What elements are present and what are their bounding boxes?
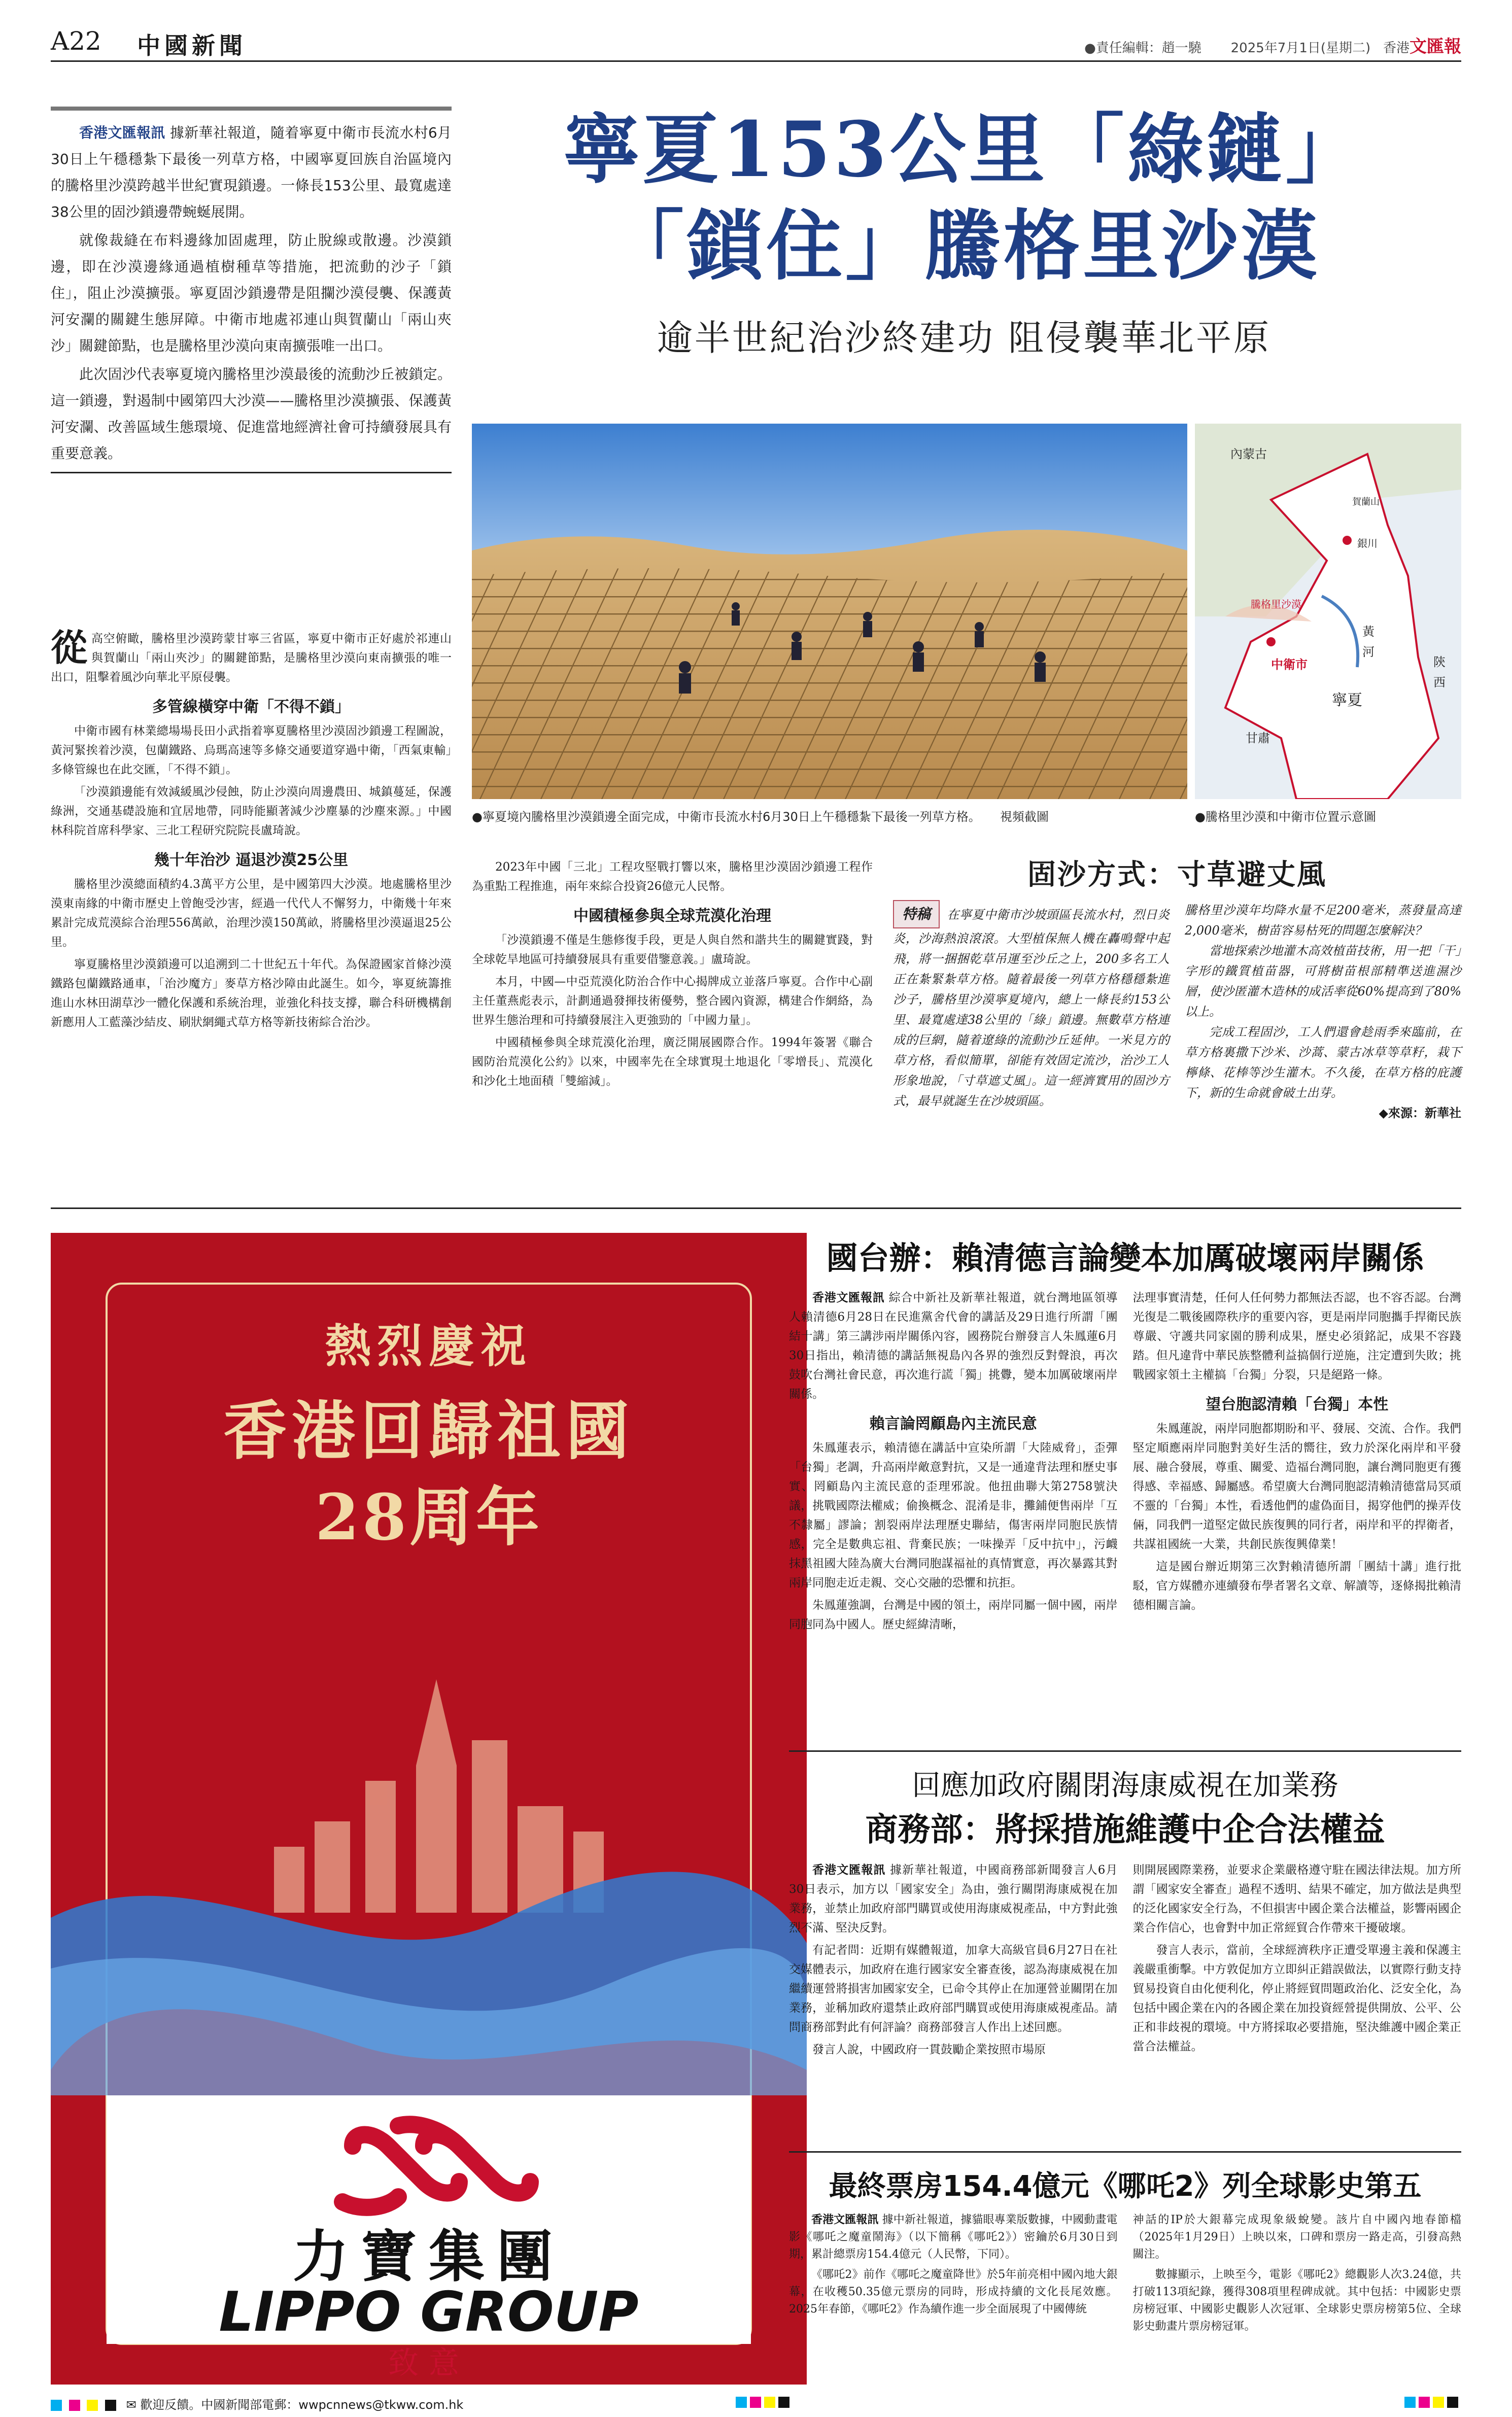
- map-label-zhongwei: 中衛市: [1271, 658, 1308, 672]
- story-paragraph: 發言人表示，當前，全球經濟秩序正遭受單邊主義和保護主義嚴重衝擊。中方敦促加方立即糾正錯誤做法，以實際行動支持貿易投資自由化便利化，停止將經貿問題政治化、泛安全化，為包括中國企業在內的各國企業在加投資經營提供開放、公平、公正和非歧視的環境。中方將採取必要措施，堅決維護中國企業正當合法權益。: [1132, 1944, 1461, 2053]
- map-label-ningxia: 寧夏: [1332, 692, 1362, 709]
- ad-tagline: 致意: [388, 2345, 469, 2381]
- lede-paragraph: 此次固沙代表寧夏境內騰格里沙漠最後的流動沙丘被鎖定。這一鎖邊，對遏制中國第四大沙漠——騰格里沙漠擴張、保護黃河安瀾、改善區域生態環境、促進當地經濟社會可持續發展具有重要意義。: [51, 366, 452, 462]
- ad-line-3: 28周年: [315, 1480, 542, 1555]
- subheading: 幾十年治沙 逼退沙漠25公里: [154, 851, 349, 869]
- map-label-tengger: 騰格里沙漠: [1251, 598, 1301, 610]
- lede-text: 據新華社報道，隨着寧夏中衛市長流水村6月30日上午穩穩紮下最後一列草方格，中國寧夏回族自治區境內的騰格里沙漠跨越半世紀實現鎖邊。一條長153公里、最寬處達38公里的固沙鎖邊帶蜿蜒展開。: [51, 124, 452, 220]
- headline-line-2: 「鎖住」騰格里沙漠: [607, 201, 1320, 291]
- story-title: 國台辦：賴清德言論變本加厲破壞兩岸關係: [826, 1239, 1424, 1276]
- story-mofcom: [789, 1763, 1461, 2062]
- lede-box: [51, 107, 452, 473]
- location-map: [1195, 424, 1461, 799]
- feature-text: 在寧夏中衛市沙坡頭區長流水村，烈日炎炎，沙海熱浪滾滾。大型植保無人機在轟鳴聲中起飛，將一捆捆乾草吊運至沙丘之上，200多名工人正在紮緊紮草方格。隨着最後一列草方格穩穩紮進沙子，騰格里沙漠寧夏境內，總上一條長約153公里、最寬處達38公里的「綠」鎖邊。無數草方格連成的巨網，隨着遼綠的流動沙丘延伸。一米見方的草方格，看似簡單，卻能有效固定流沙，治沙工人形象地說，「寸草遮丈風」。這一經濟實用的固沙方式，最早就誕生在沙坡頭區。: [893, 908, 1170, 1108]
- section-divider: [51, 1207, 1461, 1209]
- story-paragraph: 騰格里沙漠總面積約4.3萬平方公里，是中國第四大沙漠。地處騰格里沙漠東南緣的中衛市歷史上曾飽受沙害，經過一代代人不懈努力，中衛幾十年來累計完成荒漠綜合治理556萬畝，治理沙漠150萬畝，將騰格里沙漠逼退25公里。: [51, 878, 452, 949]
- story-kicker: 回應加政府關閉海康威視在加業務: [912, 1769, 1338, 1802]
- story-paragraph: 「沙漠鎖邊能有效減緩風沙侵蝕，防止沙漠向周邊農田、城鎮蔓延，保護綠洲，交通基礎設施和宜居地帶，同時能顯著減少沙塵暴的沙塵來源。」中國林科院首席科學家、三北工程研究院院長盧琦說。: [51, 785, 452, 837]
- divider: [789, 2151, 1461, 2153]
- feature-tag: 特稿: [893, 900, 940, 928]
- main-headline: [487, 101, 1441, 361]
- subheading: 中國積極參與全球荒漠化治理: [573, 907, 771, 925]
- story-column-1: [51, 626, 452, 1035]
- map-label-yinchuan: 銀川: [1357, 537, 1378, 549]
- story-paragraph: 2023年中國「三北」工程攻堅戰打響以來，騰格里沙漠固沙鎖邊工程作為重點工程推進，兩年來綜合投資26億元人民幣。: [472, 860, 873, 893]
- story-paragraph: [51, 626, 452, 687]
- footer-swatches-right: [1404, 2395, 1461, 2409]
- newspaper-brand: 文匯報: [1410, 37, 1461, 57]
- drop-cap: 從: [51, 626, 88, 669]
- feature-paragraph: 當地探索沙地灌木高效植苗技術，用一把「干」字形的鐵質植苗器，可將樹苗根部精準送進濕沙層，使沙匿灌木造林的成活率從60%提高到了80%以上。: [1185, 944, 1461, 1019]
- issue-date: 2025年7月1日(星期二): [1230, 41, 1371, 56]
- ad-line-2: 香港回歸祖國: [223, 1394, 634, 1468]
- story-paragraph: 法理事實清楚，任何人任何勢力都無法否認，也不容否認。台灣光復是二戰後國際秩序的重要內容，更是兩岸同胞攜手捍衛民族尊嚴、守護共同家園的勝利成果，歷史必須銘記，成果不容踐踏。但凡違背中華民族整體利益搞個行逆施，注定遭到失敗；挑戰國家領土主權搞「台獨」分裂，只是絕路一條。: [1132, 1291, 1461, 1382]
- story-paragraph: 數據顯示，上映至今，電影《哪吒2》總觀影人次3.24億，共打破113項紀錄，獲得308項里程碑成就。其中包括：中國影史票房榜冠軍、中國影史觀影人次冠軍、全球影史票房榜第5位、全球影史動畫片票房榜冠軍。: [1132, 2268, 1461, 2333]
- story-column-2: [472, 857, 873, 1094]
- ad-company-cn: 力寶集團: [293, 2224, 565, 2289]
- story-paragraph: 「沙漠鎖邊不僅是生態修復手段，更是人與自然和諧共生的關鍵實踐，對全球乾旱地區可持續發展具有重要借鑒意義。」盧琦說。: [472, 934, 873, 966]
- editor-line: [1084, 32, 1461, 57]
- map-label-huang: 黃: [1362, 625, 1374, 639]
- map-graphic: [1195, 424, 1461, 799]
- photo-credit: 視頻截圖: [1000, 810, 1049, 824]
- map-label-nei-menggu: 內蒙古: [1230, 447, 1267, 461]
- story-paragraph: 則開展國際業務，並要求企業嚴格遵守駐在國法律法規。加方所謂「國家安全審查」過程不透明、結果不確定，加方做法是典型的泛化國家安全行為，不但損害中國企業合法權益，影響兩國企業合作信心，也會對中加正常經貿合作帶來干擾破壞。: [1132, 1863, 1461, 1935]
- feedback-icon: ✉: [126, 2398, 136, 2412]
- story-paragraph: [789, 1288, 1118, 1404]
- story-nezha: [789, 2164, 1461, 2338]
- map-label-he: 河: [1362, 645, 1374, 659]
- story-lead: 香港文匯報訊: [812, 1291, 885, 1304]
- color-swatch-cyan: [51, 2400, 62, 2411]
- page-number: A22: [51, 26, 101, 56]
- map-caption: ●騰格里沙漠和中衛市位置示意圖: [1195, 810, 1376, 824]
- photo-caption: [472, 807, 1182, 824]
- lede-lead: 香港文匯報訊: [79, 124, 165, 141]
- story-text: 據中新社報道，據貓眼專業版數據，中國動畫電影《哪吒之魔童鬧海》（以下簡稱《哪吒2》）密鑰於6月30日到期，累計總票房154.4億元（人民幣，下同）。: [789, 2214, 1118, 2261]
- story-paragraph: 朱鳳蓮表示，賴清德在講話中宣染所謂「大陸威脅」，歪彈「台獨」老調，升高兩岸敵意對抗，又是一通違背法理和歷史事實、罔顧島內主流民意的歪理邪說。他扭曲聯大第2758號決議，挑戰國際法權威；偷換概念、混淆是非，攤鋪便售兩岸「互不隸屬」謬論；割裂兩岸法理歷史聯結，傷害兩岸同胞民族情感，完全是數典忘祖、背棄民族；一味操弄「反中抗中」，污衊抹黑祖國大陸為廣大台灣同胞謀福祉的真情實意，再次暴露其對兩岸同胞走近走親、交心交融的恐懼和抗拒。: [789, 1441, 1118, 1590]
- story-paragraph: 這是國台辦近期第三次對賴清德所謂「團結十講」進行批駁，官方媒體亦連續發布學者署名文章、解讀等，逐條揭批賴清德相關言論。: [1132, 1560, 1461, 1612]
- story-paragraph: 朱鳳蓮說，兩岸同胞都期盼和平、發展、交流、合作。我們堅定順應兩岸同胞對美好生活的嚮往，致力於深化兩岸和平發展、融合發展，尊重、關愛、造福台灣同胞，讓台灣同胞更有獲得感、幸福感、歸屬感。希望廣大台灣同胞認清賴清德當局冥頑不靈的「台獨」本性，看透他們的虛偽面目，揭穿他們的操弄伎倆，同我們一道堅定做民族復興的同行者，兩岸和平的捍衛者，共謀祖國統一大業，共創民族復興偉業！: [1132, 1422, 1461, 1551]
- footer-feedback: 歡迎反饋。中國新聞部電郵：wwpcnnews@tkww.com.hk: [140, 2398, 464, 2412]
- story-paragraph: 神話的IP於大銀幕完成現象級蛻變。該片自中國內地春節檔（2025年1月29日）上映以來，口碑和票房一路走高，引發高熱關注。: [1132, 2214, 1461, 2261]
- editor-credit: ●責任編輯：趙一驍: [1084, 41, 1201, 56]
- lippo-advertisement: [51, 1233, 807, 2385]
- subheading: 賴言論罔顧島內主流民意: [869, 1415, 1037, 1433]
- ad-company-en: LIPPO GROUP: [219, 2281, 639, 2344]
- feature-title: 固沙方式：寸草避丈風: [1027, 858, 1327, 891]
- story-paragraph: 中國積極參與全球荒漠化治理，廣泛開展國際合作。1994年簽署《聯合國防治荒漠化公約》以來，中國率先在全球實現土地退化「零增長」、荒漠化和沙化土地面積「雙縮減」。: [472, 1036, 873, 1088]
- desert-photo-image: [472, 424, 1187, 799]
- map-label-helanshan: 賀蘭山: [1352, 497, 1380, 507]
- photo-caption-text: ●寧夏境內騰格里沙漠鎖邊全面完成，中衛市長流水村6月30日上午穩穩紮下最後一列草方格。: [472, 810, 981, 824]
- story-text: 據新華社報道，中國商務部新聞發言人6月30日表示，加方以「國家安全」為由，強行關閉海康威視在加業務，並禁止加政府部門購買或使用海康威視產品，中方對此強烈不滿、堅決反對。: [789, 1863, 1118, 1935]
- story-paragraph: 發言人說，中國政府一貫鼓勵企業按照市場原: [812, 2043, 1046, 2056]
- ad-headline: 熱烈慶祝: [325, 1319, 532, 1373]
- story-lead: 香港文匯報訊: [812, 1863, 886, 1877]
- story-text: 綜合中新社及新華社報道，就台灣地區領導人賴清德6月28日在民進黨舍代會的講話及29日進行所謂「團結十講」第三講涉兩岸關係內容，國務院台辦發言人朱鳳蓮6月30日指出，賴清德的講話無視島內各界的強烈反對聲浪，再次鼓吹台灣社會民意，再次進行謊「獨」挑釁，變本加厲破壞兩岸關係。: [789, 1291, 1118, 1401]
- color-swatch-black: [105, 2400, 116, 2411]
- feature-paragraph: [893, 900, 1170, 1111]
- subheading: 多管線橫穿中衛「不得不鎖」: [152, 698, 350, 716]
- brand-prefix: 香港: [1383, 41, 1410, 56]
- story-paragraph: 本月，中國—中亞荒漠化防治合作中心揭牌成立並落戶寧夏。合作中心副主任董燕彪表示，計劃通過發揮技術優勢，整合國內資源，構建合作網絡，為世界生態治理和可持續發展注入更強勁的「中國力量」。: [472, 975, 873, 1027]
- story-paragraph: 中衛市國有林業總場場長田小武指着寧夏騰格里沙漠固沙鎖邊工程圖說，黃河緊挨着沙漠，包蘭鐵路、烏瑪高速等多條交通要道穿過中衛，「西氣東輸」多條管線也在此交匯，「不得不鎖」。: [51, 724, 452, 776]
- footer-swatches-center: [736, 2395, 793, 2409]
- map-label-shaanxi-2: 西: [1433, 675, 1446, 689]
- story-title: 商務部：將採措施維護中企合法權益: [865, 1811, 1385, 1849]
- lede-paragraph: [51, 120, 452, 225]
- desert-photo: [472, 424, 1187, 799]
- story-paragraph: 《哪吒2》前作《哪吒之魔童降世》於5年前亮相中國內地大銀幕，在收穫50.35億元票房的同時，形成持續的文化長尾效應。2025年春節，《哪吒2》作為續作進一步全面展現了中國傳統: [789, 2268, 1118, 2316]
- subheading: 望台胞認清賴「台獨」本性: [1206, 1396, 1389, 1413]
- story-paragraph: 朱鳳蓮強調，台灣是中國的領土，兩岸同屬一個中國，兩岸同胞同為中國人。歷史經緯清晰，: [789, 1599, 1118, 1631]
- map-label-gansu: 甘肅: [1246, 731, 1270, 745]
- story-paragraph: 有記者問：近期有媒體報道，加拿大高級官員6月27日在社交媒體表示，加政府在進行國家安全審查後，認為海康威視在加繼續運營將損害加國家安全，已命令其停止在加運營並關閉在加業務，並稱加政府還禁止政府部門購買或使用海康威視產品。請問商務部對此有何評論？商務部發言人作出上述回應。: [789, 1944, 1118, 2034]
- headline-subhead: 逾半世紀治沙終建功 阻侵襲華北平原: [657, 317, 1272, 359]
- story-text: 高空俯瞰，騰格里沙漠跨蒙甘寧三省區，寧夏中衛市正好處於祁連山與賀蘭山「兩山夾沙」的關鍵節點，是騰格里沙漠向東南擴張的唯一出口，阻擊着風沙向華北平原侵襲。: [51, 632, 452, 684]
- story-paragraph: [789, 1860, 1118, 1938]
- color-swatch-yellow: [87, 2400, 98, 2411]
- feature-source: ◆來源：新華社: [1379, 1106, 1461, 1120]
- headline-line-1: 寧夏153公里「綠鏈」: [563, 105, 1365, 194]
- lede-paragraph: 就像裁縫在布料邊緣加固處理，防止脫線或散邊。沙漠鎖邊，即在沙漠邊緣通過植樹種草等措施，把流動的沙子「鎖住」，阻止沙漠擴張。寧夏固沙鎖邊帶是阻攔沙漠侵襲、保護黃河安瀾的關鍵生態屏障。中衛市地處祁連山與賀蘭山「兩山夾沙」關鍵節點，也是騰格里沙漠向東南擴張唯一出口。: [51, 232, 452, 354]
- feature-paragraph: 完成工程固沙，工人們還會趁雨季來臨前，在草方格裏撒下沙米、沙蒿、蒙古冰草等草籽，栽下檸條、花棒等沙生灌木。不久後，在草方格的庇護下，新的生命就會破土出芽。: [1185, 1025, 1461, 1100]
- color-swatch-magenta: [69, 2400, 80, 2411]
- divider: [51, 472, 452, 473]
- story-lead: 香港文匯報訊: [811, 2214, 879, 2226]
- map-label-shaanxi-1: 陝: [1433, 655, 1446, 669]
- feature-paragraph: 騰格里沙漠年均降水量不足200毫米，蒸發量高達2,000毫米，樹苗容易枯死的問題怎麼解決？: [1185, 903, 1461, 938]
- section-title: 中國新聞: [137, 32, 247, 59]
- story-tao: [789, 1233, 1461, 1637]
- story-paragraph: [789, 2212, 1118, 2263]
- divider: [789, 1750, 1461, 1752]
- feature-box: [893, 852, 1461, 1187]
- story-title: 最終票房154.4億元《哪吒2》列全球影史第五: [829, 2170, 1422, 2203]
- story-paragraph: 寧夏騰格里沙漠鎖邊可以追溯到二十世紀五十年代。為保證國家首條沙漠鐵路包蘭鐵路通車，「治沙魔方」麥草方格沙障由此誕生。如今，寧夏統籌推進山水林田湖草沙一體化保護和系統治理，並強化科技支撐，聯合科研機構創新應用人工藍藻沙結皮、刷狀網繩式草方格等新技術綜合治沙。: [51, 958, 452, 1029]
- page-footer: [51, 2395, 1461, 2413]
- masthead: [51, 21, 1461, 62]
